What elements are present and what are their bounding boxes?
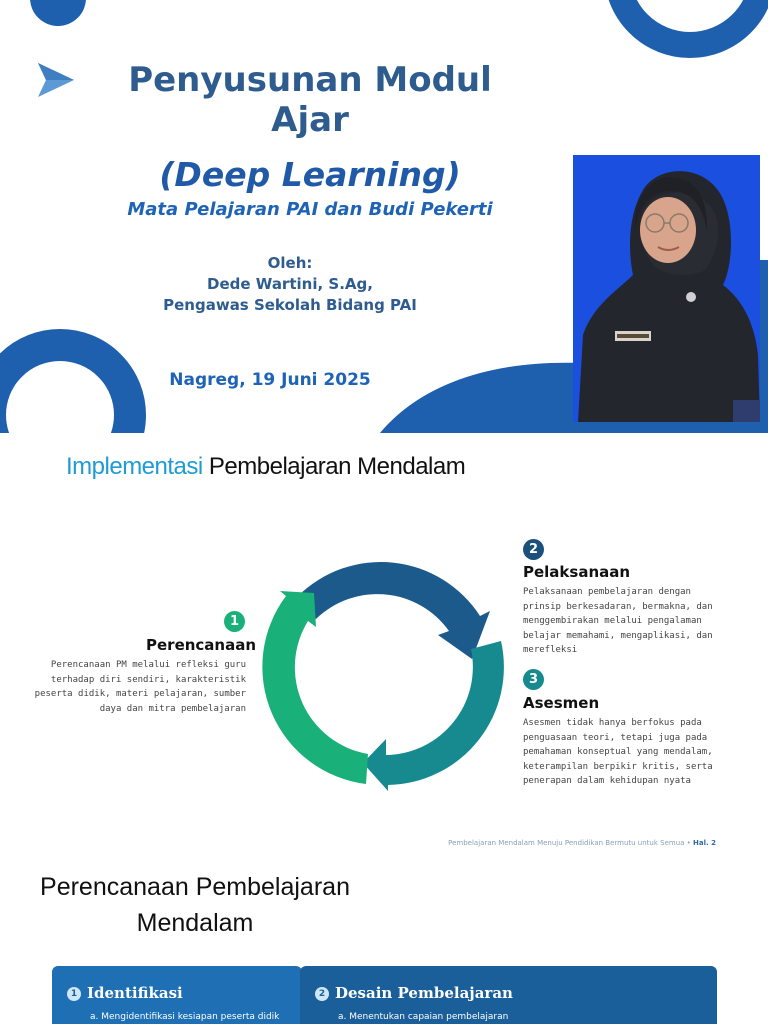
cover-title-line2: Ajar bbox=[271, 100, 349, 140]
send-arrow-icon bbox=[38, 63, 74, 97]
perencanaan-title bbox=[20, 869, 370, 941]
stage-3-description bbox=[523, 716, 753, 789]
card-desain-item: a. Menentukan capaian pembelajaran bbox=[338, 1012, 509, 1022]
perencanaan-slide bbox=[0, 863, 768, 1024]
cover-subject: Mata Pelajaran PAI dan Budi Pekerti bbox=[127, 199, 493, 220]
stage-3-title: Asesmen bbox=[523, 694, 600, 712]
cover-subtitle: (Deep Learning) bbox=[159, 155, 461, 194]
cover-slide bbox=[0, 0, 768, 433]
stage-2-number: 2 bbox=[523, 539, 544, 560]
cycle-arrow-pelaksanaan bbox=[298, 562, 490, 659]
stage-2-line: merefleksi bbox=[523, 645, 578, 655]
card-desain-number: 2 bbox=[315, 987, 329, 1001]
stage-1-description bbox=[20, 658, 246, 716]
card-identifikasi-title: Identifikasi bbox=[87, 984, 183, 1002]
title-highlight: Implementasi bbox=[66, 453, 203, 480]
card-desain-title: Desain Pembelajaran bbox=[335, 984, 513, 1002]
stage-1-line: terhadap diri sendiri, karakteristik bbox=[50, 674, 246, 685]
implementasi-slide bbox=[0, 433, 768, 863]
cover-title-line1: Penyusunan Modul bbox=[128, 60, 492, 100]
perencanaan-title-line2: Mendalam bbox=[136, 909, 254, 937]
card-desain bbox=[300, 966, 717, 1024]
author-photo bbox=[573, 155, 760, 422]
stage-2-title: Pelaksanaan bbox=[523, 563, 631, 581]
cover-title bbox=[90, 60, 530, 140]
card-identifikasi bbox=[52, 966, 302, 1024]
stage-1-line: daya dan mitra pembelajaran bbox=[99, 703, 246, 714]
cycle-arrow-perencanaan bbox=[262, 591, 368, 784]
stage-3-line: Asesmen tidak hanya berfokus pada bbox=[523, 718, 702, 728]
stage-3-line: keterampilan berpikir kritis, serta bbox=[523, 761, 713, 772]
stage-3-line: pemahaman konseptual yang mendalam, bbox=[523, 747, 713, 757]
decorative-ring-top-right bbox=[598, 0, 768, 70]
decorative-circle-top-left bbox=[30, 0, 90, 30]
stage-3-line: penguasaan teori, tetapi juga pada bbox=[523, 732, 708, 743]
stage-2-line: Pelaksanaan pembelajaran dengan bbox=[523, 587, 691, 597]
footer-page: Hal. 2 bbox=[693, 839, 716, 847]
stage-2-line: menggembirakan melalui pengalaman bbox=[523, 616, 702, 626]
title-rest: Pembelajaran Mendalam bbox=[202, 453, 466, 480]
by-label: Oleh: bbox=[267, 254, 313, 272]
stage-2-line: prinsip berkesadaran, bermakna, dan bbox=[523, 601, 713, 612]
stage-1-line: Perencanaan PM melalui refleksi guru bbox=[50, 660, 246, 670]
card-identifikasi-item: a. Mengidentifikasi kesiapan peserta didik bbox=[90, 1012, 280, 1022]
name-badge-icon bbox=[615, 331, 651, 341]
perencanaan-title-line1: Perencanaan Pembelajaran bbox=[40, 873, 350, 901]
card-identifikasi-heading bbox=[67, 984, 183, 1002]
implementasi-title bbox=[66, 453, 465, 481]
card-desain-heading bbox=[315, 984, 513, 1002]
cycle-arrow-asesmen bbox=[363, 641, 504, 791]
footer-text: Pembelajaran Mendalam Menuju Pendidikan Bermutu untuk Semua bbox=[448, 839, 685, 847]
footer-separator: • bbox=[686, 839, 691, 847]
cycle-diagram bbox=[258, 541, 508, 793]
cover-author-block bbox=[90, 253, 490, 316]
stage-1-title: Perencanaan bbox=[146, 636, 257, 654]
stage-3-number: 3 bbox=[523, 669, 544, 690]
slide-footer bbox=[448, 839, 716, 847]
stage-2-line: belajar memahami, mengaplikasi, dan bbox=[523, 630, 713, 641]
stage-2-description bbox=[523, 585, 753, 658]
author-name: Dede Wartini, S.Ag, bbox=[207, 275, 373, 293]
stage-3-line: penerapan dalam kehidupan nyata bbox=[523, 776, 691, 786]
stage-1-number: 1 bbox=[224, 611, 245, 632]
author-role: Pengawas Sekolah Bidang PAI bbox=[163, 296, 417, 314]
stage-1-line: peserta didik, materi pelajaran, sumber bbox=[34, 689, 246, 699]
place-date: Nagreg, 19 Juni 2025 bbox=[169, 370, 371, 390]
card-identifikasi-number: 1 bbox=[67, 987, 81, 1001]
